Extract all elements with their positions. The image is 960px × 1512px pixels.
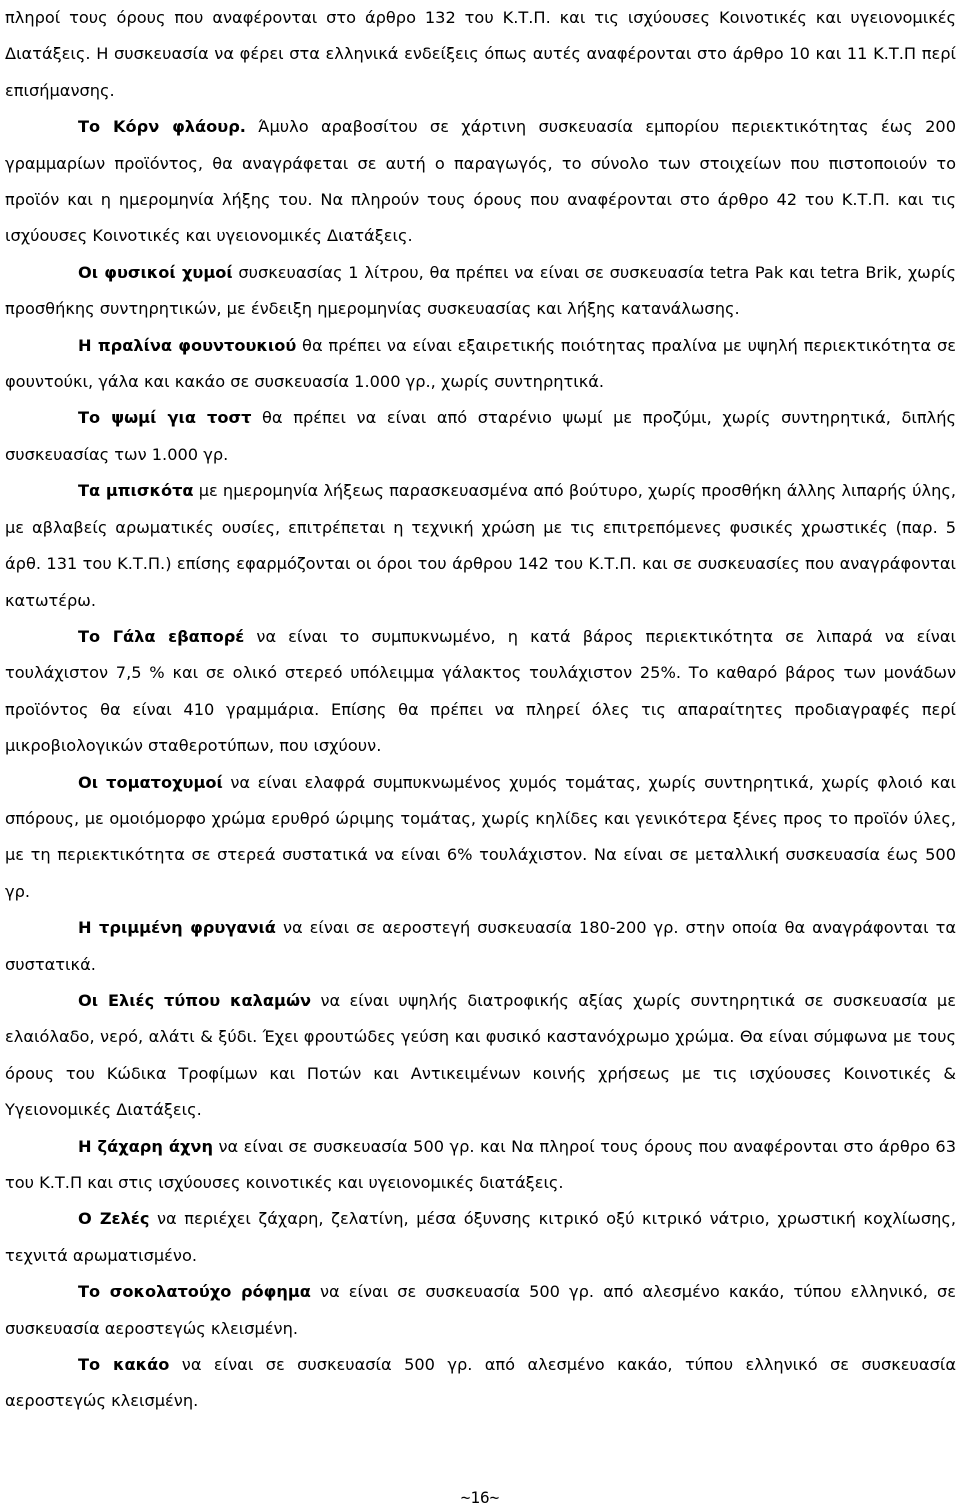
- paragraph-chocolate-drink: [5, 1274, 956, 1347]
- body-toast-bread: θα πρέπει να είναι από σταρένιο ψωμί με προζύμι, χωρίς συντηρητικά, διπλής συσκευασίας των 1.000 γρ.: [5, 408, 956, 464]
- term-cocoa: Το κακάο: [78, 1355, 170, 1375]
- term-olives: Οι Ελιές τύπου καλαμών: [78, 990, 312, 1010]
- paragraph-breadcrumbs: [5, 910, 956, 983]
- body-corn-flour: Άμυλο αραβοσίτου σε χάρτινη συσκευασία εμπορίου περιεκτικότητας έως 200 γραμμαρίων προϊόντος, θα αναγράφεται σε αυτή ο παραγωγός, το σύνολο των στοιχείων που πιστοποιούν το προϊόν και η ημερομηνία λήξης του. Να πληρούν τους όρους που αναφέρονται στο άρθρο 42 του Κ.Τ.Π. και τις ισχύουσες Κοινοτικές και υγειονομικές Διατάξεις.: [5, 117, 956, 246]
- body-icing-sugar: να είναι σε συσκευασία 500 γρ. και Να πληροί τους όρους που αναφέρονται στο άρθρο 63 του Κ.Τ.Π και στις ισχύουσες κοινοτικές και υγειονομικές διατάξεις.: [5, 1136, 956, 1192]
- paragraph-tomato-juice: [5, 765, 956, 911]
- body-evaporated-milk: να είναι το συμπυκνωμένο, η κατά βάρος περιεκτικότητα σε λιπαρά να είναι τουλάχιστον 7,5 % και σε ολικό στερεό υπόλειμμα γάλακτος τουλάχιστον 25%. Το καθαρό βάρος των μονάδων προϊόντος θα είναι 410 γραμμάρια. Επίσης θα πρέπει να πληρεί όλες τις απαραίτητες προδιαγραφές περί μικροβιολογικών σταθεροτύπων, που ισχύουν.: [5, 626, 956, 756]
- term-praline: Η πραλίνα φουντουκιού: [78, 335, 297, 355]
- continuation-paragraph: πληροί τους όρους που αναφέρονται στο άρθρο 132 του Κ.Τ.Π. και τις ισχύουσες Κοινοτικές και υγειονομικές Διατάξεις. Η συσκευασία να φέρει στα ελληνικά ενδείξεις όπως αυτές αναφέρονται στο άρθρο 10 και 11 Κ.Τ.Π περί επισήμανσης.: [5, 8, 956, 100]
- page-number: ~16~: [460, 1488, 500, 1507]
- paragraph-juices: [5, 255, 956, 328]
- body-jelly: να περιέχει ζάχαρη, ζελατίνη, μέσα όξυνσης κιτρικό οξύ κιτρικό νάτριο, χρωστική κοχλίωσης, τεχνιτά αρωματισμένο.: [5, 1209, 956, 1265]
- paragraph-corn-flour: [5, 109, 956, 255]
- term-juices: Οι φυσικοί χυμοί: [78, 262, 233, 282]
- term-tomato-juice: Οι τοματοχυμοί: [78, 772, 223, 792]
- term-biscuits: Τα μπισκότα: [78, 481, 194, 501]
- term-breadcrumbs: Η τριμμένη φρυγανιά: [78, 918, 276, 938]
- body-biscuits: με ημερομηνία λήξεως παρασκευασμένα από βούτυρο, χωρίς προσθήκη άλλης λιπαρής ύλης, με αβλαβείς αρωματικές ουσίες, επιτρέπεται η τεχνική χρώση με τις επιτρεπόμενες φυσικές χρωστικές (παρ. 5 άρθ. 131 του Κ.Τ.Π.) επίσης εφαρμόζονται οι όροι του άρθρου 142 του Κ.Τ.Π. και σε συσκευασίες που αναγράφονται κατωτέρω.: [5, 481, 956, 610]
- term-icing-sugar: Η ζάχαρη άχνη: [78, 1136, 213, 1156]
- body-breadcrumbs: να είναι σε αεροστεγή συσκευασία 180-200 γρ. στην οποία θα αναγράφονται τα συστατικά.: [5, 918, 956, 974]
- body-olives: να είναι υψηλής διατροφικής αξίας χωρίς συντηρητικά σε συσκευασία με ελαιόλαδο, νερό, αλάτι & ξύδι. Έχει φρουτώδες γεύση και φυσικό καστανόχρωμο χρώμα. Θα είναι σύμφωνα με τους όρους του Κώδικα Τροφίμων και Ποτών και Αντικειμένων κοινής χρήσεως με τις ισχύουσες Κοινοτικές & Υγειονομικές Διατάξεις.: [5, 990, 956, 1120]
- term-toast-bread: Το ψωμί για τοστ: [78, 408, 252, 428]
- body-praline: θα πρέπει να είναι εξαιρετικής ποιότητας πραλίνα με υψηλή περιεκτικότητα σε φουντούκι, γάλα και κακάο σε συσκευασία 1.000 γρ., χωρίς συντηρητικά.: [5, 335, 956, 392]
- paragraph-jelly: [5, 1201, 956, 1274]
- body-cocoa: να είναι σε συσκευασία 500 γρ. από αλεσμένο κακάο, τύπου ελληνικό σε συσκευασία αεροστεγώς κλεισμένη.: [5, 1355, 956, 1411]
- body-tomato-juice: να είναι ελαφρά συμπυκνωμένος χυμός τομάτας, χωρίς συντηρητικά, χωρίς φλοιό και σπόρους, με ομοιόμορφο χρώμα ερυθρό ώριμης τομάτας, χωρίς κηλίδες και γενικότερα ξένες προς το προϊόν ύλες, με τη περιεκτικότητα σε στερεά συστατικά να είναι 6% τουλάχιστον. Να είναι σε μεταλλική συσκευασία έως 500 γρ.: [5, 772, 957, 901]
- body-chocolate-drink: να είναι σε συσκευασία 500 γρ. από αλεσμένο κακάο, τύπου ελληνικό, σε συσκευασία αεροστεγώς κλεισμένη.: [5, 1282, 956, 1338]
- paragraph-praline: [5, 328, 956, 401]
- term-chocolate-drink: Το σοκολατούχο ρόφημα: [78, 1282, 311, 1302]
- term-jelly: Ο Ζελές: [78, 1209, 150, 1229]
- paragraph-toast-bread: [5, 400, 956, 473]
- term-corn-flour: Το Κόρν φλάουρ.: [78, 117, 246, 137]
- paragraph-icing-sugar: [5, 1129, 956, 1202]
- paragraph-biscuits: [5, 473, 956, 619]
- paragraph-olives: [5, 983, 956, 1129]
- body-juices: συσκευασίας 1 λίτρου, θα πρέπει να είναι σε συσκευασία tetra Pak και tetra Brik, χωρίς προσθήκης συντηρητικών, με ένδειξη ημερομηνίας συσκευασίας και λήξης κατανάλωσης.: [5, 262, 956, 319]
- paragraph-evaporated-milk: [5, 619, 956, 765]
- term-evaporated-milk: Το Γάλα εβαπορέ: [78, 626, 245, 646]
- paragraph-cocoa: [5, 1347, 956, 1420]
